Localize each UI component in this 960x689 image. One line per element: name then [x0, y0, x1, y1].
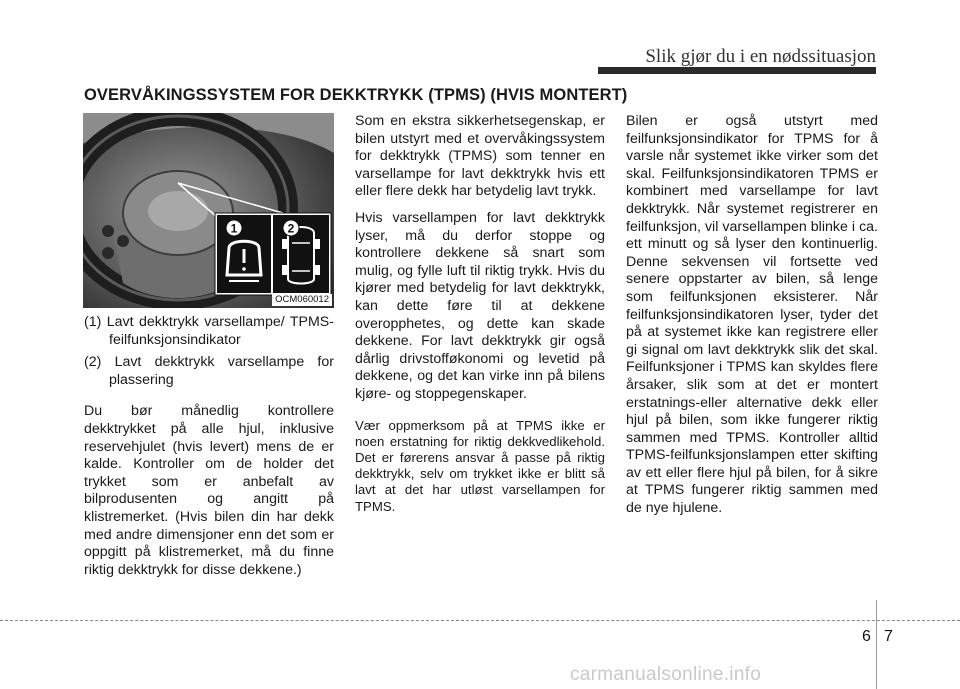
list-item — [84, 314, 334, 349]
page-number: 7 — [884, 628, 893, 645]
running-header: Slik gjør du i en nødssituasjon — [645, 46, 876, 67]
page-divider — [876, 600, 877, 689]
column-2 — [355, 113, 605, 524]
list-number: (1) — [84, 314, 102, 330]
dashboard-figure — [83, 113, 334, 308]
list-number: (2) — [84, 354, 102, 371]
list-text: Lavt dekktrykk varsellampe for plassering — [109, 354, 334, 388]
list-text: Lavt dekktrykk varsellampe/ TPMS-feilfunksjonsindikator — [106, 314, 334, 348]
callout-2-label: 2 — [287, 221, 295, 236]
maintenance-note-paragraph: Vær oppmerksom på at TPMS ikke er noen erstatning for riktig dekkvedlikehold. Det er førerens ansvar å passe på riktig dekktrykk, selv om trykket ikke er blitt så lavt at det har utløst varsellampen for TPMS. — [355, 417, 605, 514]
callout-1-label: 1 — [230, 221, 238, 236]
steering-wheel-illustration — [83, 113, 334, 308]
column-1 — [84, 314, 334, 588]
safety-feature-paragraph: Som en ekstra sikkerhetsegenskap, er bilen utstyrt med et overvåkingssystem for dekktrykk (TPMS) som tenner en varsellampe for lavt dekktrykk hvis ett eller flere dekk har betydelig lavt trykk. — [355, 113, 605, 200]
malfunction-indicator-paragraph: Bilen er også utstyrt med feilfunksjonsindikator for TPMS for å varsle når systemet ikke virker som det skal. Feilfunksjonsindikatoren TPMS er kombinert med varsellampe for lavt dekktrykk. Når systemet registrerer en feilfunksjon, vil varsellampen blinke i ca. ett minutt og så lyser den kontinuerlig. Denne sekvensen vil fortsette ved senere oppstarter av bilen, så lenge som feilfunksjonen eksisterer. Når feilfunksjonsindikatoren lyser, tyder det på at systemet ikke kan registrere eller gi signal om lavt dekktrykk slik det skal. Feilfunksjoner i TPMS kan skyldes flere årsaker, slik som at det er montert erstatnings-eller alternative dekk eller hjul på bilen, som ikke fungerer riktig sammen med TPMS. Kontroller alltid TPMS-feilfunksjonslampen etter skifting av ett eller flere hjul på bilen, for å sikre at TPMS fungerer riktig sammen med de nye hjulene. — [626, 113, 878, 517]
warning-lamp-paragraph: Hvis varsellampen for lavt dekktrykk lyser, må du derfor stoppe og kontrollere dekkene så snart som mulig, og fylle luft til riktig trykk. Hvis du kjører med betydelig for lavt dekktrykk, kan dette føre til at dekkene overopphetes, og dette kan skade dekkene. For lavt dekktrykk gir også dårlig drivstofføkonomi og levetid på dekkene, og det kan virke inn på bilens kjøre- og stoppegenskaper. — [355, 209, 605, 402]
section-title: OVERVÅKINGSSYSTEM FOR DEKKTRYKK (TPMS) (HVIS MONTERT) — [84, 86, 628, 104]
list-item — [84, 354, 334, 389]
chapter-number: 6 — [862, 628, 871, 645]
watermark: carmanualsonline.info — [570, 664, 762, 685]
column-3 — [626, 113, 878, 527]
figure-code: OCM060012 — [272, 294, 332, 306]
monthly-check-paragraph: Du bør månedlig kontrollere dekktrykket på alle hjul, inklusive reservehjulet (hvis levert) mens de er kalde. Kontroller om de holder det trykket som er anbefalt av bilprodusenten og angitt på klistremerket. (Hvis bilen din har dekk med andre dimensjoner enn det som er oppgitt på klistremerket, må du finne riktig dekktrykk for disse dekkene.) — [84, 403, 334, 578]
header-bar — [598, 67, 876, 74]
footer-rule — [0, 620, 960, 621]
